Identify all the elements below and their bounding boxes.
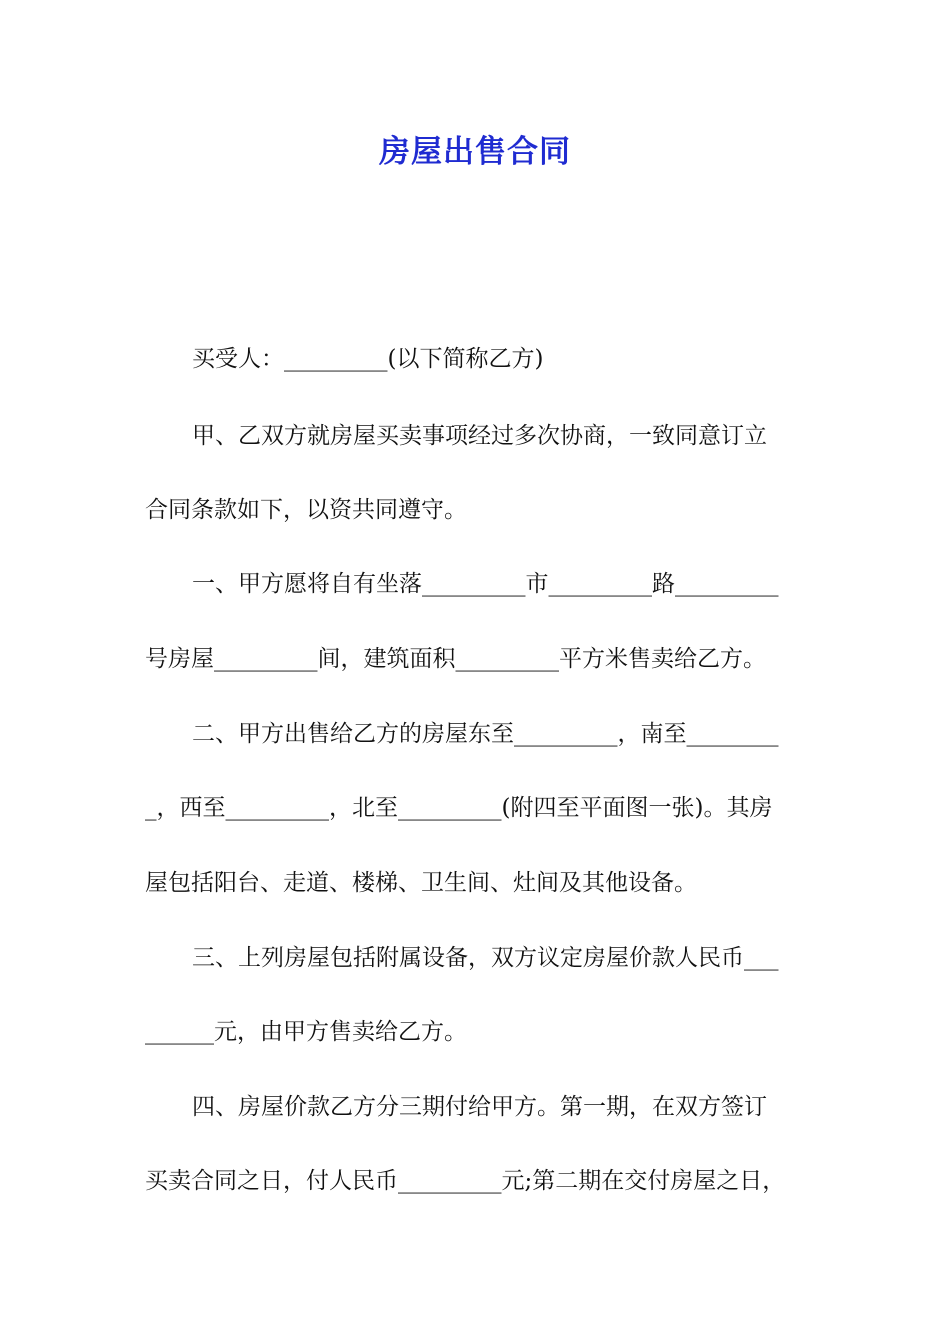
- document-title: 房屋出售合同: [379, 134, 571, 170]
- buyer-line: 买受人：_________(以下简称乙方): [192, 346, 544, 372]
- paragraph-intro-line-2: 合同条款如下，以资共同遵守。: [145, 497, 467, 523]
- clause-3-line-2: ______元，由甲方售卖给乙方。: [145, 1019, 467, 1045]
- clause-1-line-2: 号房屋_________间，建筑面积_________平方米售卖给乙方。: [145, 646, 766, 672]
- clause-2-line-3: 屋包括阳台、走道、楼梯、卫生间、灶间及其他设备。: [145, 870, 697, 896]
- paragraph-intro-line-1: 甲、乙双方就房屋买卖事项经过多次协商，一致同意订立: [192, 423, 767, 449]
- clause-4-line-1: 四、房屋价款乙方分三期付给甲方。第一期，在双方签订: [192, 1094, 767, 1120]
- clause-2-line-2: _，西至_________，北至_________(附四至平面图一张)。其房: [145, 795, 773, 821]
- clause-1-line-1: 一、甲方愿将自有坐落_________市_________路_________: [192, 571, 779, 597]
- clause-3-line-1: 三、上列房屋包括附属设备，双方议定房屋价款人民币___: [192, 945, 779, 971]
- clause-4-line-2: 买卖合同之日，付人民币_________元;第二期在交付房屋之日，: [145, 1168, 786, 1194]
- clause-2-line-1: 二、甲方出售给乙方的房屋东至_________，南至________: [192, 721, 779, 747]
